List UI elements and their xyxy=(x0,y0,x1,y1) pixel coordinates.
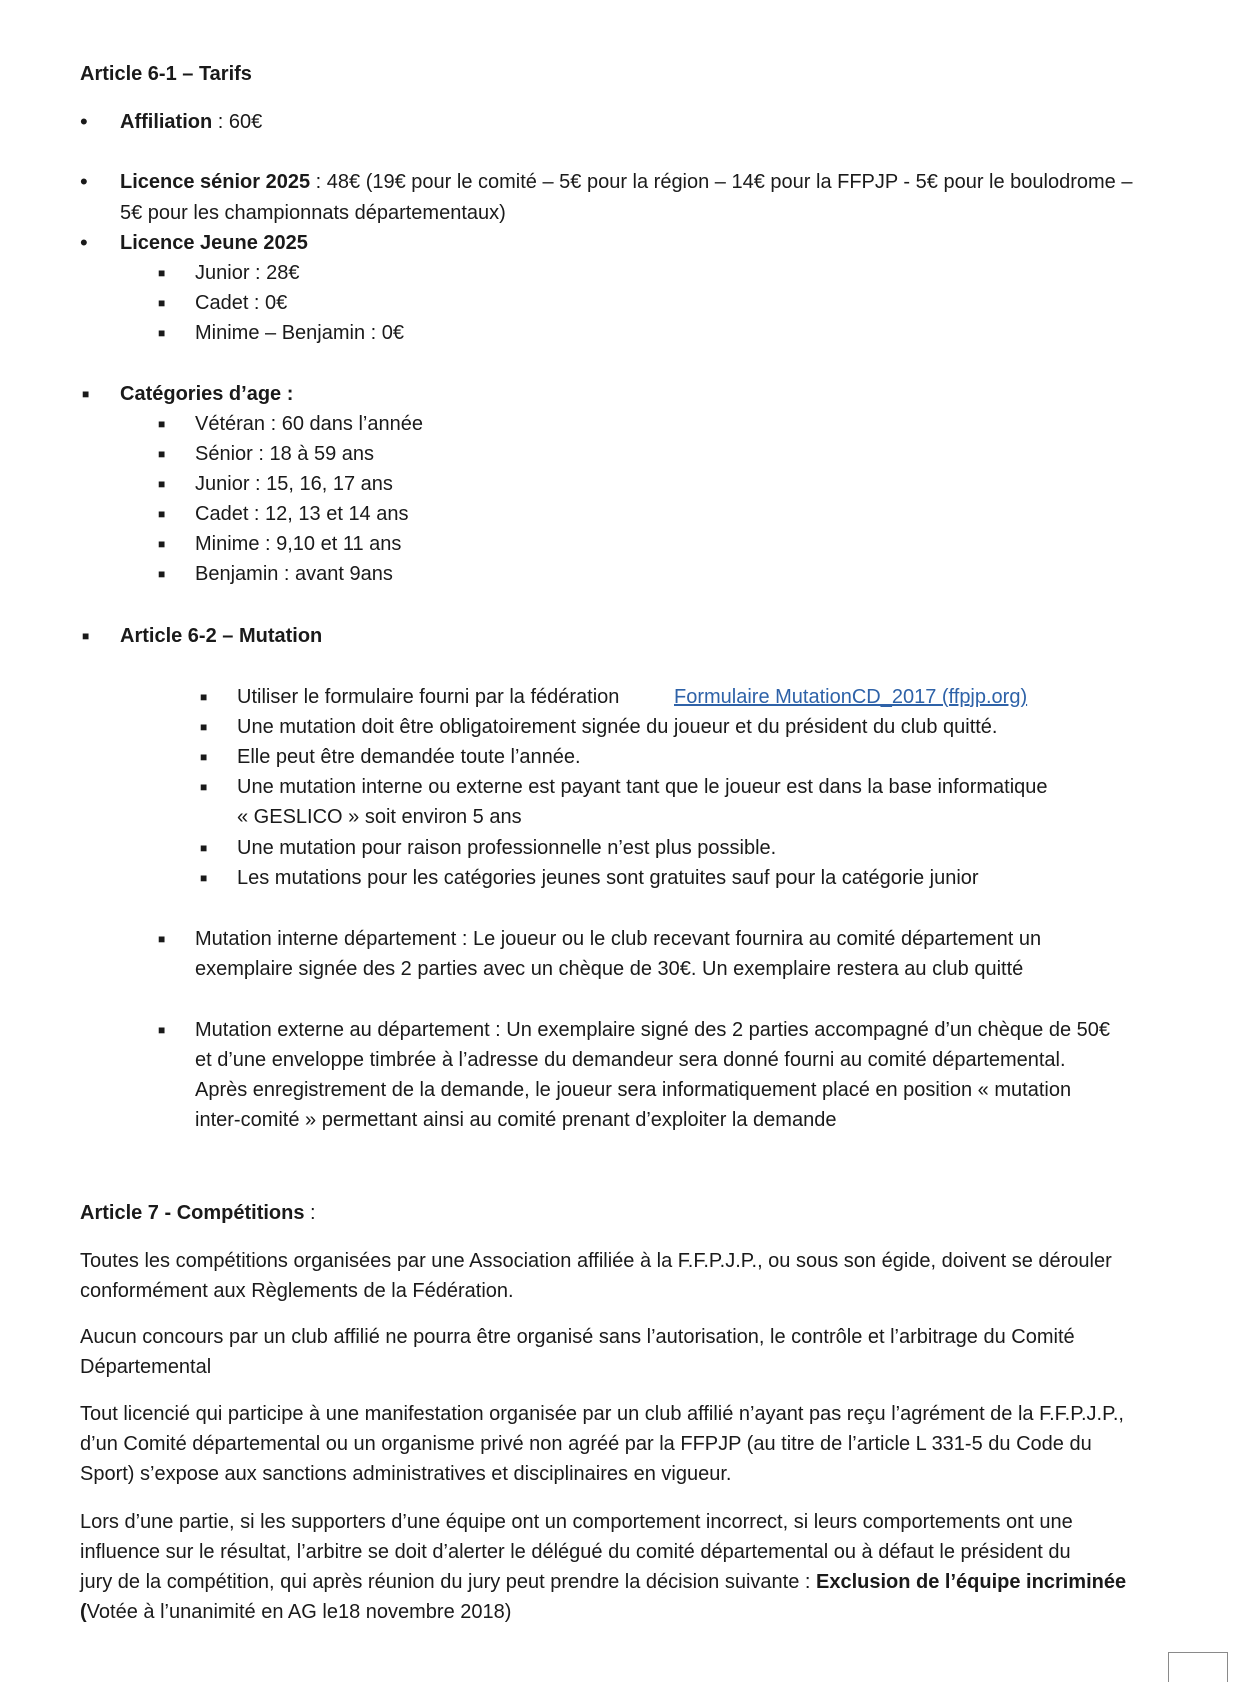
bullet-square: ■ xyxy=(200,871,208,885)
bullet-square: ■ xyxy=(158,417,166,431)
bullet-dot: • xyxy=(80,109,88,134)
bullet-square: ■ xyxy=(158,1023,166,1037)
bullet-square: ■ xyxy=(200,841,208,855)
paragraph-4: Lors d’une partie, si les supporters d’une équipe ont un comportement incorrect, si leurs comportements ont une xyxy=(80,1511,1073,1533)
category-item: Junior : 15, 16, 17 ans xyxy=(195,473,393,495)
senior-license-text: : 48€ (19€ pour le comité – 5€ pour la région – 14€ pour la FFPJP - 5€ pour le boulodrome – xyxy=(310,171,1133,193)
affiliation-line xyxy=(120,107,262,137)
paragraph-2-cont: Départemental xyxy=(80,1356,212,1378)
youth-item: Junior : 28€ xyxy=(195,262,300,284)
bullet-square: ■ xyxy=(200,780,208,794)
bullet-square: ■ xyxy=(158,447,166,461)
paragraph-3: Tout licencié qui participe à une manifestation organisée par un club affilié n’ayant pas reçu l’agrément de la F.F.P.J.P., xyxy=(80,1403,1124,1425)
youth-item: Minime – Benjamin : 0€ xyxy=(195,322,404,344)
bullet-square: ■ xyxy=(158,507,166,521)
category-item: Minime : 9,10 et 11 ans xyxy=(195,533,402,555)
external-mutation-line: Mutation externe au département : Un exemplaire signé des 2 parties accompagné d’un chèque de 50€ xyxy=(195,1019,1111,1041)
bullet-square: ■ xyxy=(158,932,166,946)
paragraph-3-cont: d’un Comité départemental ou un organisme privé non agréé par la FFPJP (au titre de l’article L 331-5 du Code du xyxy=(80,1433,1092,1455)
paragraph-4-text: jury de la compétition, qui après réunion du jury peut prendre la décision suivante : xyxy=(80,1571,816,1593)
category-item: Cadet : 12, 13 et 14 ans xyxy=(195,503,409,525)
bullet-square: ■ xyxy=(200,750,208,764)
open-paren-bold: ( xyxy=(80,1601,87,1623)
external-mutation-line-2: et d’une enveloppe timbrée à l’adresse du demandeur sera donné fourni au comité départemental. xyxy=(195,1049,1066,1071)
paragraph-4-line-3 xyxy=(80,1567,1126,1597)
senior-license-line xyxy=(120,167,1132,197)
exclusion-bold-text: Exclusion de l’équipe incriminée xyxy=(816,1571,1127,1593)
age-categories-label: Catégories d’age : xyxy=(120,383,294,405)
bullet-square: ■ xyxy=(158,326,166,340)
bullet-square: ■ xyxy=(82,629,90,643)
senior-license-line-2: 5€ pour les championnats départementaux) xyxy=(120,202,506,224)
bullet-square: ■ xyxy=(158,567,166,581)
page-number-box xyxy=(1168,1652,1228,1682)
affiliation-value: : 60€ xyxy=(212,111,263,133)
category-item: Benjamin : avant 9ans xyxy=(195,563,393,585)
paragraph-3-cont: Sport) s’expose aux sanctions administratives et disciplinaires en vigueur. xyxy=(80,1463,732,1485)
mutation-form-link[interactable]: Formulaire MutationCD_2017 (ffpjp.org) xyxy=(674,686,1028,708)
youth-license-label: Licence Jeune 2025 xyxy=(120,232,308,254)
bullet-square: ■ xyxy=(158,477,166,491)
mutation-item-cont: « GESLICO » soit environ 5 ans xyxy=(237,806,522,828)
senior-license-label: Licence sénior 2025 xyxy=(120,171,311,193)
bullet-square: ■ xyxy=(158,296,166,310)
paragraph-1-cont: conformément aux Règlements de la Fédération. xyxy=(80,1280,514,1302)
internal-mutation-line-2: exemplaire signée des 2 parties avec un chèque de 30€. Un exemplaire restera au club quitté xyxy=(195,958,1024,980)
mutation-item: Les mutations pour les catégories jeunes sont gratuites sauf pour la catégorie junior xyxy=(237,867,979,889)
external-mutation-line-3: Après enregistrement de la demande, le joueur sera informatiquement placé en position « mutation xyxy=(195,1079,1072,1101)
paragraph-1: Toutes les compétitions organisées par une Association affiliée à la F.F.P.J.P., ou sous son égide, doivent se dérouler xyxy=(80,1250,1112,1272)
category-item: Vétéran : 60 dans l’année xyxy=(195,413,423,435)
article-6-2-heading: Article 6-2 – Mutation xyxy=(120,625,323,647)
paragraph-4-cont: influence sur le résultat, l’arbitre se doit d’alerter le délégué du comité départemental ou à défaut le président du xyxy=(80,1541,1071,1563)
paragraph-4-line-4 xyxy=(80,1597,511,1627)
vote-note: Votée à l’unanimité en AG le18 novembre 2018) xyxy=(86,1601,512,1623)
bullet-square: ■ xyxy=(200,690,208,704)
article-7-heading: Article 7 - Compétitions xyxy=(80,1202,305,1224)
category-item: Sénior : 18 à 59 ans xyxy=(195,443,375,465)
mutation-item: Une mutation interne ou externe est payant tant que le joueur est dans la base informatique xyxy=(237,776,1048,798)
paragraph-2: Aucun concours par un club affilié ne pourra être organisé sans l’autorisation, le contrôle et l’arbitrage du Comité xyxy=(80,1326,1075,1348)
external-mutation-line-4: inter-comité » permettant ainsi au comité prenant d’exploiter la demande xyxy=(195,1109,837,1131)
internal-mutation-line: Mutation interne département : Le joueur ou le club recevant fournira au comité département un xyxy=(195,928,1042,950)
bullet-square: ■ xyxy=(158,537,166,551)
mutation-item: Une mutation pour raison professionnelle n’est plus possible. xyxy=(237,837,777,859)
bullet-dot: • xyxy=(80,169,88,194)
bullet-square: ■ xyxy=(82,387,90,401)
bullet-square: ■ xyxy=(158,266,166,280)
affiliation-label: Affiliation xyxy=(120,111,213,133)
bullet-dot: • xyxy=(80,230,88,255)
article-7-heading-suffix: : xyxy=(304,1202,316,1224)
article-6-1-heading: Article 6-1 – Tarifs xyxy=(80,63,252,85)
mutation-form-text: Utiliser le formulaire fourni par la fédération xyxy=(237,686,620,708)
mutation-item: Elle peut être demandée toute l’année. xyxy=(237,746,581,768)
bullet-square: ■ xyxy=(200,720,208,734)
youth-item: Cadet : 0€ xyxy=(195,292,288,314)
mutation-item: Une mutation doit être obligatoirement signée du joueur et du président du club quitté. xyxy=(237,716,998,738)
article-7-heading-line xyxy=(80,1198,316,1228)
